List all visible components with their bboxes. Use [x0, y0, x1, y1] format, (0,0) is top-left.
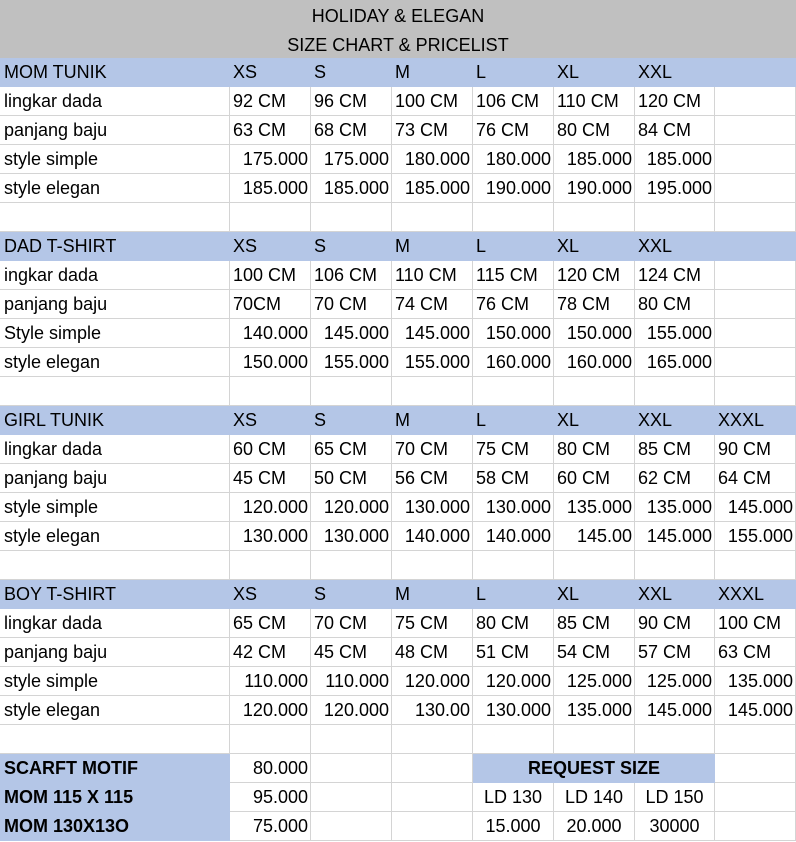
value-cell: 90 CM	[635, 609, 715, 638]
size-label: XS	[230, 406, 311, 435]
value-cell: 58 CM	[473, 464, 554, 493]
value-cell	[715, 116, 796, 145]
empty-cell	[0, 377, 230, 406]
row-label: style simple	[0, 145, 230, 174]
value-cell: 70 CM	[311, 290, 392, 319]
empty-cell	[635, 551, 715, 580]
section-title: GIRL TUNIK	[0, 406, 230, 435]
value-cell: 190.000	[473, 174, 554, 203]
empty-cell	[311, 812, 392, 841]
size-label: XXL	[635, 58, 715, 87]
row-label: style simple	[0, 493, 230, 522]
value-cell	[715, 348, 796, 377]
value-cell: 70 CM	[392, 435, 473, 464]
empty-cell	[715, 203, 796, 232]
value-cell: 130.000	[473, 493, 554, 522]
table-row	[0, 87, 796, 116]
value-cell: 140.000	[230, 319, 311, 348]
value-cell: 120.000	[473, 667, 554, 696]
section-header	[0, 406, 796, 435]
value-cell: 120.000	[230, 696, 311, 725]
value-cell: 62 CM	[635, 464, 715, 493]
empty-cell	[392, 377, 473, 406]
size-label: XL	[554, 580, 635, 609]
value-cell: 125.000	[554, 667, 635, 696]
size-label: L	[473, 580, 554, 609]
value-cell: 74 CM	[392, 290, 473, 319]
value-cell: 85 CM	[635, 435, 715, 464]
value-cell: 165.000	[635, 348, 715, 377]
table-row	[0, 493, 796, 522]
value-cell: 145.000	[715, 696, 796, 725]
table-row	[0, 319, 796, 348]
spacer-row	[0, 377, 796, 406]
value-cell: 155.000	[392, 348, 473, 377]
table-row	[0, 696, 796, 725]
value-cell: 155.000	[635, 319, 715, 348]
title-line-2: SIZE CHART & PRICELIST	[287, 35, 509, 55]
value-cell: 60 CM	[230, 435, 311, 464]
size-label: S	[311, 406, 392, 435]
value-cell: 130.000	[392, 493, 473, 522]
value-cell: 150.000	[230, 348, 311, 377]
extra-label: SCARFT MOTIF	[0, 754, 230, 783]
value-cell: 185.000	[554, 145, 635, 174]
empty-cell	[0, 203, 230, 232]
empty-cell	[473, 551, 554, 580]
value-cell: 175.000	[230, 145, 311, 174]
value-cell: 60 CM	[554, 464, 635, 493]
row-label: panjang baju	[0, 116, 230, 145]
empty-cell	[635, 203, 715, 232]
size-label	[715, 232, 796, 261]
value-cell: 65 CM	[311, 435, 392, 464]
value-cell: 80 CM	[554, 116, 635, 145]
value-cell: 80 CM	[473, 609, 554, 638]
value-cell: 150.000	[554, 319, 635, 348]
empty-cell	[635, 377, 715, 406]
empty-cell	[311, 783, 392, 812]
value-cell: 185.000	[635, 145, 715, 174]
value-cell: 145.000	[311, 319, 392, 348]
value-cell: 80 CM	[635, 290, 715, 319]
size-label: L	[473, 58, 554, 87]
table-row	[0, 522, 796, 551]
spacer-row	[0, 203, 796, 232]
value-cell: 100 CM	[715, 609, 796, 638]
value-cell: 160.000	[473, 348, 554, 377]
value-cell: 145.00	[554, 522, 635, 551]
value-cell: 185.000	[392, 174, 473, 203]
spacer-row	[0, 551, 796, 580]
value-cell: 75 CM	[473, 435, 554, 464]
value-cell: 160.000	[554, 348, 635, 377]
row-label: panjang baju	[0, 464, 230, 493]
value-cell: 130.00	[392, 696, 473, 725]
empty-cell	[715, 377, 796, 406]
empty-cell	[473, 203, 554, 232]
empty-cell	[392, 754, 473, 783]
value-cell: 110.000	[311, 667, 392, 696]
value-cell: 125.000	[635, 667, 715, 696]
value-cell: 185.000	[311, 174, 392, 203]
empty-cell	[230, 725, 311, 754]
value-cell: 57 CM	[635, 638, 715, 667]
value-cell: 48 CM	[392, 638, 473, 667]
request-size-cell: LD 140	[554, 783, 635, 812]
size-label: XXXL	[715, 580, 796, 609]
value-cell: 73 CM	[392, 116, 473, 145]
value-cell: 42 CM	[230, 638, 311, 667]
table-row	[0, 638, 796, 667]
value-cell: 106 CM	[473, 87, 554, 116]
empty-cell	[635, 725, 715, 754]
value-cell: 145.000	[715, 493, 796, 522]
extra-label: MOM 130X13O	[0, 812, 230, 841]
size-label: M	[392, 580, 473, 609]
table-row	[0, 435, 796, 464]
empty-cell	[392, 725, 473, 754]
empty-cell	[715, 551, 796, 580]
value-cell: 64 CM	[715, 464, 796, 493]
value-cell: 120 CM	[635, 87, 715, 116]
value-cell	[715, 174, 796, 203]
value-cell: 80 CM	[554, 435, 635, 464]
value-cell: 106 CM	[311, 261, 392, 290]
size-label: L	[473, 406, 554, 435]
value-cell: 155.000	[715, 522, 796, 551]
empty-cell	[311, 203, 392, 232]
table-row	[0, 116, 796, 145]
value-cell: 190.000	[554, 174, 635, 203]
value-cell: 145.000	[635, 522, 715, 551]
size-label: M	[392, 58, 473, 87]
request-size-cell: 20.000	[554, 812, 635, 841]
extra-row	[0, 812, 796, 841]
value-cell: 76 CM	[473, 116, 554, 145]
table-row	[0, 609, 796, 638]
empty-cell	[392, 551, 473, 580]
empty-cell	[392, 812, 473, 841]
row-label: panjang baju	[0, 290, 230, 319]
empty-cell	[311, 377, 392, 406]
empty-cell	[554, 377, 635, 406]
value-cell	[715, 145, 796, 174]
value-cell: 120.000	[311, 493, 392, 522]
table-row	[0, 290, 796, 319]
value-cell: 85 CM	[554, 609, 635, 638]
row-label: lingkar dada	[0, 435, 230, 464]
value-cell	[715, 319, 796, 348]
request-size-cell: LD 130	[473, 783, 554, 812]
row-label: Style simple	[0, 319, 230, 348]
value-cell: 120.000	[230, 493, 311, 522]
empty-cell	[230, 203, 311, 232]
value-cell: 90 CM	[715, 435, 796, 464]
row-label: panjang baju	[0, 638, 230, 667]
value-cell: 130.000	[311, 522, 392, 551]
empty-cell	[473, 725, 554, 754]
row-label: lingkar dada	[0, 609, 230, 638]
value-cell: 70CM	[230, 290, 311, 319]
value-cell: 70 CM	[311, 609, 392, 638]
value-cell: 110 CM	[392, 261, 473, 290]
row-label: style elegan	[0, 174, 230, 203]
section-header	[0, 580, 796, 609]
value-cell: 84 CM	[635, 116, 715, 145]
value-cell: 54 CM	[554, 638, 635, 667]
value-cell: 180.000	[473, 145, 554, 174]
table-row	[0, 174, 796, 203]
value-cell: 45 CM	[230, 464, 311, 493]
section-header	[0, 58, 796, 87]
value-cell: 145.000	[392, 319, 473, 348]
size-label: S	[311, 580, 392, 609]
value-cell: 100 CM	[392, 87, 473, 116]
empty-cell	[0, 725, 230, 754]
row-label: ingkar dada	[0, 261, 230, 290]
size-label: L	[473, 232, 554, 261]
value-cell: 63 CM	[715, 638, 796, 667]
empty-cell	[230, 377, 311, 406]
value-cell: 140.000	[473, 522, 554, 551]
size-label: M	[392, 406, 473, 435]
value-cell: 45 CM	[311, 638, 392, 667]
value-cell: 78 CM	[554, 290, 635, 319]
empty-cell	[715, 754, 796, 783]
value-cell: 195.000	[635, 174, 715, 203]
size-label: XL	[554, 58, 635, 87]
empty-cell	[0, 551, 230, 580]
value-cell: 135.000	[554, 696, 635, 725]
extra-row	[0, 754, 796, 783]
value-cell	[715, 261, 796, 290]
table-row	[0, 348, 796, 377]
value-cell	[715, 87, 796, 116]
size-label	[715, 58, 796, 87]
value-cell: 140.000	[392, 522, 473, 551]
table-row	[0, 464, 796, 493]
size-label: S	[311, 232, 392, 261]
value-cell: 124 CM	[635, 261, 715, 290]
value-cell: 76 CM	[473, 290, 554, 319]
value-cell: 150.000	[473, 319, 554, 348]
sheet-title	[0, 0, 796, 58]
value-cell: 56 CM	[392, 464, 473, 493]
section-header	[0, 232, 796, 261]
empty-cell	[554, 203, 635, 232]
empty-cell	[473, 377, 554, 406]
table-row	[0, 667, 796, 696]
value-cell: 75 CM	[392, 609, 473, 638]
extra-price: 95.000	[230, 783, 311, 812]
empty-cell	[715, 783, 796, 812]
value-cell: 100 CM	[230, 261, 311, 290]
table-row	[0, 261, 796, 290]
value-cell: 175.000	[311, 145, 392, 174]
value-cell: 135.000	[715, 667, 796, 696]
request-size-title: REQUEST SIZE	[473, 754, 715, 783]
value-cell: 92 CM	[230, 87, 311, 116]
section-title: DAD T-SHIRT	[0, 232, 230, 261]
size-label: XXL	[635, 406, 715, 435]
empty-cell	[392, 203, 473, 232]
empty-cell	[311, 551, 392, 580]
value-cell: 120.000	[392, 667, 473, 696]
section-title: BOY T-SHIRT	[0, 580, 230, 609]
value-cell: 63 CM	[230, 116, 311, 145]
extra-row	[0, 783, 796, 812]
size-label: XS	[230, 232, 311, 261]
value-cell: 68 CM	[311, 116, 392, 145]
size-label: XXL	[635, 232, 715, 261]
value-cell: 65 CM	[230, 609, 311, 638]
value-cell: 130.000	[230, 522, 311, 551]
size-label: M	[392, 232, 473, 261]
request-size-cell: 15.000	[473, 812, 554, 841]
row-label: style elegan	[0, 696, 230, 725]
size-label: XS	[230, 580, 311, 609]
size-label: XL	[554, 406, 635, 435]
value-cell: 135.000	[554, 493, 635, 522]
title-line-1: HOLIDAY & ELEGAN	[311, 6, 485, 26]
empty-cell	[715, 725, 796, 754]
value-cell	[715, 290, 796, 319]
request-size-cell: 30000	[635, 812, 715, 841]
table-row	[0, 145, 796, 174]
value-cell: 185.000	[230, 174, 311, 203]
value-cell: 120 CM	[554, 261, 635, 290]
value-cell: 110.000	[230, 667, 311, 696]
value-cell: 135.000	[635, 493, 715, 522]
size-label: XXL	[635, 580, 715, 609]
value-cell: 130.000	[473, 696, 554, 725]
value-cell: 50 CM	[311, 464, 392, 493]
spacer-row	[0, 725, 796, 754]
empty-cell	[311, 754, 392, 783]
size-label: S	[311, 58, 392, 87]
empty-cell	[554, 551, 635, 580]
value-cell: 115 CM	[473, 261, 554, 290]
value-cell: 155.000	[311, 348, 392, 377]
empty-cell	[311, 725, 392, 754]
value-cell: 96 CM	[311, 87, 392, 116]
size-label: XXXL	[715, 406, 796, 435]
extra-price: 80.000	[230, 754, 311, 783]
value-cell: 120.000	[311, 696, 392, 725]
section-title: MOM TUNIK	[0, 58, 230, 87]
empty-cell	[554, 725, 635, 754]
empty-cell	[715, 812, 796, 841]
value-cell: 51 CM	[473, 638, 554, 667]
extra-label: MOM 115 X 115	[0, 783, 230, 812]
row-label: style elegan	[0, 348, 230, 377]
row-label: style simple	[0, 667, 230, 696]
empty-cell	[392, 783, 473, 812]
value-cell: 145.000	[635, 696, 715, 725]
row-label: style elegan	[0, 522, 230, 551]
request-size-cell: LD 150	[635, 783, 715, 812]
extra-price: 75.000	[230, 812, 311, 841]
row-label: lingkar dada	[0, 87, 230, 116]
value-cell: 110 CM	[554, 87, 635, 116]
size-label: XL	[554, 232, 635, 261]
value-cell: 180.000	[392, 145, 473, 174]
size-label: XS	[230, 58, 311, 87]
empty-cell	[230, 551, 311, 580]
